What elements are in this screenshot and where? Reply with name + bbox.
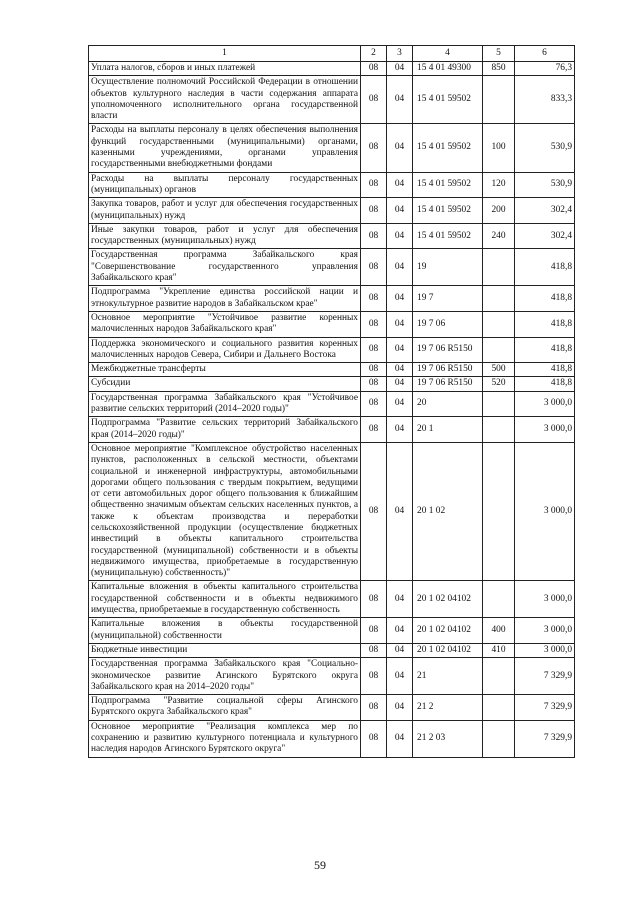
section-code: 08 — [361, 76, 387, 124]
target-article-code: 21 2 — [413, 695, 483, 721]
amount: 418,8 — [515, 337, 575, 363]
section-code: 08 — [361, 363, 387, 377]
column-number: 1 — [89, 46, 361, 62]
subsection-code: 04 — [387, 695, 413, 721]
amount: 7 329,9 — [515, 695, 575, 721]
subsection-code: 04 — [387, 643, 413, 657]
target-article-code: 21 2 03 — [413, 720, 483, 757]
expense-type-code: 500 — [483, 363, 515, 377]
amount: 7 329,9 — [515, 720, 575, 757]
row-description: Государственная программа Забайкальского края "Устойчивое развитие сельских территорий (2014–2020 годы)" — [89, 391, 361, 417]
subsection-code: 04 — [387, 581, 413, 618]
subsection-code: 04 — [387, 363, 413, 377]
expense-type-code — [483, 337, 515, 363]
section-code: 08 — [361, 391, 387, 417]
target-article-code: 19 7 06 R5150 — [413, 337, 483, 363]
section-code: 08 — [361, 417, 387, 443]
target-article-code: 20 1 — [413, 417, 483, 443]
section-code: 08 — [361, 223, 387, 249]
target-article-code: 15 4 01 59502 — [413, 198, 483, 224]
target-article-code: 21 — [413, 658, 483, 695]
row-description: Капитальные вложения в объекты государственной (муниципальной) собственности — [89, 618, 361, 644]
amount: 3 000,0 — [515, 581, 575, 618]
expense-type-code — [483, 658, 515, 695]
target-article-code: 20 1 02 04102 — [413, 643, 483, 657]
column-number: 6 — [515, 46, 575, 62]
table-row — [89, 417, 575, 443]
expense-type-code — [483, 311, 515, 337]
target-article-code: 15 4 01 49300 — [413, 62, 483, 76]
target-article-code: 15 4 01 59502 — [413, 124, 483, 172]
amount: 418,8 — [515, 286, 575, 312]
table-row — [89, 391, 575, 417]
subsection-code: 04 — [387, 377, 413, 391]
subsection-code: 04 — [387, 223, 413, 249]
target-article-code: 15 4 01 59502 — [413, 223, 483, 249]
table-row — [89, 286, 575, 312]
subsection-code: 04 — [387, 124, 413, 172]
row-description: Подпрограмма "Развитие сельских территорий Забайкальского края (2014–2020 годы)" — [89, 417, 361, 443]
expense-type-code: 240 — [483, 223, 515, 249]
table-row — [89, 442, 575, 581]
subsection-code: 04 — [387, 337, 413, 363]
row-description: Основное мероприятие "Реализация комплекса мер по сохранению и развитию культурного потенциала и культурного наследия народов Агинского Бурятского округа" — [89, 720, 361, 757]
target-article-code: 15 4 01 59502 — [413, 172, 483, 198]
expense-type-code — [483, 442, 515, 581]
subsection-code: 04 — [387, 417, 413, 443]
table-row — [89, 198, 575, 224]
expense-type-code: 520 — [483, 377, 515, 391]
target-article-code: 19 — [413, 249, 483, 286]
row-description: Основное мероприятие "Комплексное обустройство населенных пунктов, расположенных в сельской местности, объектами социальной и инженерной инфраструктуры, автомобильными дорогами общего пользования с твердым покрытием, ведущими от сети автомобильных дорог общего пользования к ближайшим общественно значимым объектам сельских населенных пунктов, а также к объектам производства и переработки сельскохозяйственной продукции (осуществление бюджетных инвестиций в объекты капитального строительства государственной (муниципальной) собственности и в объекты недвижимого имущества, приобретаемые в государственную (муниципальную) собственность)" — [89, 442, 361, 581]
table-row — [89, 62, 575, 76]
target-article-code: 20 1 02 04102 — [413, 618, 483, 644]
row-description: Осуществление полномочий Российской Федерации в отношении объектов культурного наследия в части содержания аппарата уполномоченного исполнительного органа государственной власти — [89, 76, 361, 124]
section-code: 08 — [361, 618, 387, 644]
table-row — [89, 363, 575, 377]
amount: 76,3 — [515, 62, 575, 76]
amount: 3 000,0 — [515, 417, 575, 443]
column-number: 5 — [483, 46, 515, 62]
section-code: 08 — [361, 442, 387, 581]
amount: 3 000,0 — [515, 391, 575, 417]
target-article-code: 19 7 06 R5150 — [413, 377, 483, 391]
section-code: 08 — [361, 377, 387, 391]
column-number: 2 — [361, 46, 387, 62]
row-description: Субсидии — [89, 377, 361, 391]
table-row — [89, 172, 575, 198]
row-description: Иные закупки товаров, работ и услуг для обеспечения государственных (муниципальных) нужд — [89, 223, 361, 249]
table-row — [89, 337, 575, 363]
row-description: Уплата налогов, сборов и иных платежей — [89, 62, 361, 76]
amount: 418,8 — [515, 249, 575, 286]
amount: 3 000,0 — [515, 442, 575, 581]
target-article-code: 20 1 02 04102 — [413, 581, 483, 618]
table-row — [89, 311, 575, 337]
amount: 530,9 — [515, 124, 575, 172]
table-row — [89, 658, 575, 695]
amount: 3 000,0 — [515, 643, 575, 657]
subsection-code: 04 — [387, 618, 413, 644]
subsection-code: 04 — [387, 62, 413, 76]
expense-type-code — [483, 720, 515, 757]
expense-type-code: 100 — [483, 124, 515, 172]
target-article-code: 19 7 06 — [413, 311, 483, 337]
section-code: 08 — [361, 311, 387, 337]
table-row — [89, 124, 575, 172]
table-row — [89, 643, 575, 657]
row-description: Закупка товаров, работ и услуг для обеспечения государственных (муниципальных) нужд — [89, 198, 361, 224]
expense-type-code — [483, 695, 515, 721]
expense-type-code: 850 — [483, 62, 515, 76]
section-code: 08 — [361, 695, 387, 721]
section-code: 08 — [361, 643, 387, 657]
table-row — [89, 377, 575, 391]
subsection-code: 04 — [387, 311, 413, 337]
table-row — [89, 695, 575, 721]
section-code: 08 — [361, 172, 387, 198]
column-number: 3 — [387, 46, 413, 62]
column-number: 4 — [413, 46, 483, 62]
target-article-code: 20 1 02 — [413, 442, 483, 581]
subsection-code: 04 — [387, 720, 413, 757]
expense-type-code — [483, 417, 515, 443]
section-code: 08 — [361, 286, 387, 312]
expense-type-code: 120 — [483, 172, 515, 198]
section-code: 08 — [361, 198, 387, 224]
target-article-code: 15 4 01 59502 — [413, 76, 483, 124]
section-code: 08 — [361, 581, 387, 618]
row-description: Расходы на выплаты персоналу в целях обеспечения выполнения функций государственными (муниципальными) органами, казенными учреждениями, органами управления государственными внебюджетными фондами — [89, 124, 361, 172]
table-row — [89, 720, 575, 757]
subsection-code: 04 — [387, 249, 413, 286]
row-description: Государственная программа Забайкальского края "Социально-экономическое развитие Агинского Бурятского округа Забайкальского края на 2014–2020 годы" — [89, 658, 361, 695]
expense-type-code — [483, 76, 515, 124]
row-description: Подпрограмма "Укрепление единства российской нации и этнокультурное развитие народов в Забайкальском крае" — [89, 286, 361, 312]
subsection-code: 04 — [387, 286, 413, 312]
section-code: 08 — [361, 249, 387, 286]
section-code: 08 — [361, 720, 387, 757]
section-code: 08 — [361, 337, 387, 363]
subsection-code: 04 — [387, 76, 413, 124]
amount: 302,4 — [515, 198, 575, 224]
amount: 833,3 — [515, 76, 575, 124]
row-description: Государственная программа Забайкальского края "Совершенствование государственного управления Забайкальского края" — [89, 249, 361, 286]
expense-type-code: 200 — [483, 198, 515, 224]
amount: 530,9 — [515, 172, 575, 198]
amount: 418,8 — [515, 377, 575, 391]
page-number: 59 — [314, 858, 326, 872]
row-description: Основное мероприятие "Устойчивое развитие коренных малочисленных народов Забайкальского края" — [89, 311, 361, 337]
amount: 302,4 — [515, 223, 575, 249]
expense-type-code — [483, 391, 515, 417]
budget-table-sheet — [88, 45, 574, 758]
expense-type-code — [483, 286, 515, 312]
expense-type-code — [483, 249, 515, 286]
expense-type-code — [483, 581, 515, 618]
subsection-code: 04 — [387, 391, 413, 417]
target-article-code: 19 7 — [413, 286, 483, 312]
row-description: Межбюджетные трансферты — [89, 363, 361, 377]
row-description: Поддержка экономического и социального развития коренных малочисленных народов Севера, Сибири и Дальнего Востока — [89, 337, 361, 363]
target-article-code: 20 — [413, 391, 483, 417]
row-description: Бюджетные инвестиции — [89, 643, 361, 657]
section-code: 08 — [361, 124, 387, 172]
table-row — [89, 581, 575, 618]
amount: 3 000,0 — [515, 618, 575, 644]
amount: 418,8 — [515, 363, 575, 377]
target-article-code: 19 7 06 R5150 — [413, 363, 483, 377]
table-row — [89, 76, 575, 124]
expense-type-code: 410 — [483, 643, 515, 657]
row-description: Капитальные вложения в объекты капитального строительства государственной собственности и в объекты недвижимого имущества, приобретаемые в государственную собственность — [89, 581, 361, 618]
budget-table — [88, 45, 575, 758]
table-row — [89, 618, 575, 644]
section-code: 08 — [361, 62, 387, 76]
subsection-code: 04 — [387, 198, 413, 224]
row-description: Расходы на выплаты персоналу государственных (муниципальных) органов — [89, 172, 361, 198]
column-number-row — [89, 46, 575, 62]
table-row — [89, 223, 575, 249]
subsection-code: 04 — [387, 172, 413, 198]
row-description: Подпрограмма "Развитие социальной сферы Агинского Бурятского округа Забайкальского края" — [89, 695, 361, 721]
expense-type-code: 400 — [483, 618, 515, 644]
subsection-code: 04 — [387, 442, 413, 581]
amount: 7 329,9 — [515, 658, 575, 695]
section-code: 08 — [361, 658, 387, 695]
subsection-code: 04 — [387, 658, 413, 695]
table-row — [89, 249, 575, 286]
amount: 418,8 — [515, 311, 575, 337]
